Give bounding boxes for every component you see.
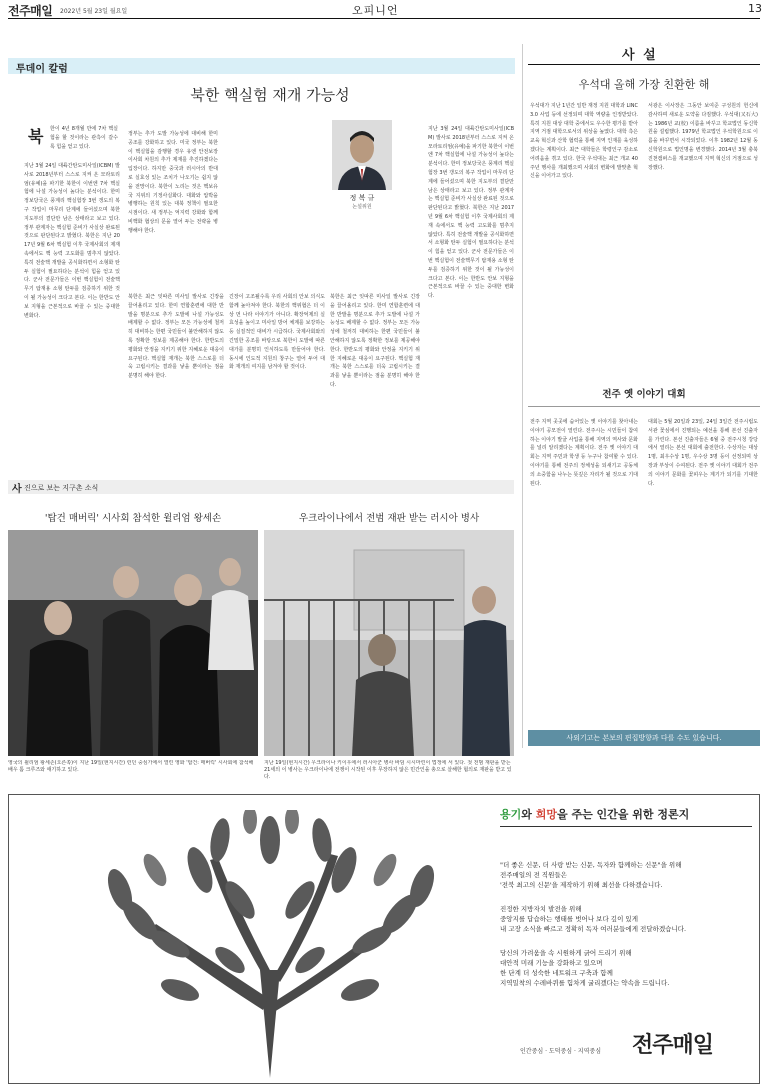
contribution-notice: 사외기고는 본보의 편집방향과 다를 수도 있습니다.: [528, 730, 760, 746]
photo-story1-image: [8, 530, 258, 756]
ad-para3-line3: 한 단계 더 성숙한 네트워크 구축과 함께: [500, 969, 613, 977]
tree-illustration: [60, 810, 480, 1078]
ad-headline-part4: 을 주는 인간을 위한 정론지: [557, 808, 690, 821]
author-name: 정 복 규: [349, 194, 375, 202]
ad-para1-line1: "더 좋은 신문, 더 사랑 받는 신문, 독자와 함께하는 신문"을 위해: [500, 861, 682, 869]
column-lead: 한이 4년 8개월 만에 7차 핵실험을 할 것이라는 관측이 갈수록 힘을 얻고 있다.: [50, 126, 118, 150]
photo-story2-title: 우크라이나에서 전범 재판 받는 러시아 병사: [298, 513, 480, 524]
photo-story1-title: '탑건 매버릭' 시사회 참석한 윌리엄 왕세손: [44, 513, 222, 524]
column-text-col2: 정부는 추가 도발 가능성에 대비해 한미 공조를 강화하고 있다. 미국 정부는 북한이 핵실험을 감행할 경우 유엔 안전보장이사회 차원의 추가 제재를 추진하겠다는 입장이다. 하지만 중국과 러시아의 반대로 실효성 있는 조치가 나오기는 쉽지 않을 전망이다. 북한이 노리는 것은 핵보유국 지위의 기정사실화다. 대화와 압박을 병행하는 원칙 있는 대북 정책이 필요한 시점이다. 새 정부는 억지력 강화와 함께 비핵화 협상의 문을 열어 두는 전략을 병행해야 한다.: [128, 131, 218, 234]
ad-paragraph-1: [500, 860, 752, 890]
photo-story2-caption: 지난 19일(현지시간) 우크라이나 키이우에서 러시아군 병사 바딤 시시마린이 법정에 서 있다. 첫 전범 재판을 받는 21세의 이 병사는 우크라이나에 전쟁이 시작된 이후 무장하지 않은 민간인을 총으로 살해한 혐의로 재판을 받고 있다.: [264, 760, 512, 781]
section-title: 오피니언: [352, 4, 399, 17]
photo-news-label-rest: 진으로 보는 지구촌 소식: [24, 484, 99, 492]
photo-story1-caption: 영국의 윌리엄 왕세손(오른쪽)이 지난 19일(현지시간) 런던 중심가에서 열린 영화 '탑건: 매버릭' 시사회에 참석해 배우 톰 크루즈와 얘기하고 있다.: [8, 760, 254, 774]
ad-paragraph-2: [500, 904, 752, 934]
story-text-col1: 전주 지역 곳곳에 숨어있는 옛 이야기를 찾아내는 이야기 공모전이 열린다. 전주시는 시민들이 참여하는 이야기 발굴 사업을 통해 지역의 역사와 문화를 널리 알리겠다는 계획이다. 전주 옛 이야기 대회는 지역 주민과 학생 등 누구나 참여할 수 있다. 이야기를 통해 전주의 정체성을 되새기고 공동체의 소중함을 나누는 뜻깊은 자리가 될 것으로 기대된다.: [530, 419, 638, 487]
story-text-col2: 대회는 5월 20일과 23일, 24일 3일간 전주시립도서관 꽃심에서 진행되는 예선을 통해 본선 진출자를 가린다. 본선 진출자들은 6월 중 전주시청 강당에서 열리는 본선 대회에 출전한다. 수상자는 대상 1명, 최우수상 1명, 우수상 3명 등이 선정되며 상장과 부상이 수여된다. 전주 옛 이야기 대회가 전주의 이야기 문화를 꽃피우는 계기가 되기를 기대한다.: [648, 419, 758, 487]
column-text-col3: 북한은 최근 잇따른 미사일 발사로 긴장을 끌어올리고 있다. 한미 연합훈련에 대한 반발을 명분으로 추가 도발에 나설 가능성도 배제할 수 없다. 정부는 모든 가능성에 철저히 대비하는 한편 국민들이 불안해하지 않도록 정확한 정보를 제공해야 한다. 한반도의 평화와 안정을 지키기 위한 지혜로운 대응이 요구된다. 핵실험 재개는 북한 스스로를 더욱 고립시키는 결과를 낳을 뿐이라는 점을 분명히 해야 한다.: [128, 294, 224, 380]
author-role: 논설위원: [352, 204, 372, 210]
editorial-text-col1: 우석대가 지난 1년간 일반 재정 지원 대학과 LINC 3.0 사업 등에 선정되며 대학 역량을 인정받았다. 특히 지원 대상 대학 중에서도 우수한 평가를 받아 지역 거점 대학으로서의 위상을 높였다. 대학 측은 교육 혁신과 산학 협력을 통해 지역 인재를 육성하겠다는 계획이다. 최근 대학들은 학령인구 감소로 어려움을 겪고 있다. 한국 우석대는 최근 개교 40주년 행사를 개최했으며 사회의 변화에 발맞춘 혁신을 이어가고 있다.: [530, 103, 638, 180]
editorial-label: 사 설: [622, 48, 658, 63]
story-rule: [528, 406, 760, 407]
masthead-rule: [8, 18, 760, 19]
ad-para3-line4: 지역밀착의 수레바퀴를 힘차게 굴리겠다는 약속을 드립니다.: [500, 979, 670, 987]
ad-para3-line2: 대안적 미래 기능을 강화하고 있으며: [500, 959, 603, 967]
masthead-logo: 전주매일: [8, 4, 53, 18]
ad-headline: [500, 806, 752, 822]
ad-para2-line2: 중앙지를 답습하는 행태를 벗어나 보다 깊이 있게: [500, 915, 638, 923]
column-dropcap: 북: [28, 127, 44, 146]
ad-para2-line1: 진정한 지방자치 발전을 위해: [500, 905, 582, 913]
photo-news-label: [8, 480, 514, 494]
ad-para1-line2: 전주매일의 전 직원들은: [500, 871, 567, 879]
column-text-col2b: 긴장이 고조될수록 우리 사회의 안보 의식도 함께 높아져야 한다. 북한의 핵위협은 더 이상 먼 나라 이야기가 아니다. 확장억제의 실효성을 높이고 미사일 방어 체계를 보강하는 등 실질적인 대비가 시급하다. 국제사회와의 긴밀한 공조를 바탕으로 북한이 도발에 따른 대가를 분명히 인식하도록 만들어야 한다. 동시에 인도적 지원의 창구는 열어 두어 대화 재개의 여지를 남겨야 할 것이다.: [229, 294, 325, 371]
ad-para3-line1: 당신의 가려움을 속 시원하게 긁어 드리기 위해: [500, 949, 632, 957]
ad-paragraph-3: [500, 948, 752, 988]
column-divider: [522, 44, 523, 748]
story-headline: 전주 옛 이야기 대회: [602, 389, 686, 400]
photo-news-label-prefix: 사: [12, 484, 22, 495]
column-label: 투데이 칼럼: [16, 64, 68, 75]
ad-para2-line3: 내 고장 소식을 빠르고 정확히 독자 여러분들에게 전달하겠습니다.: [500, 925, 687, 933]
column-text-col5: 지난 3월 24일 대륙간탄도미사일(ICBM) 발사로 2018년부터 스스로 지켜 온 모라토리엄(유예)을 파기한 북한이 이번엔 7차 핵실험에 나설 가능성이 높다는 분석이다. 한미 정보당국은 풍계리 핵실험장 3번 갱도의 복구 작업이 마무리 단계에 들어섰으며 북한 지도부의 결단만 남은 상태라고 보고 있다. 정부 관계자는 핵실험 준비가 사실상 완료된 것으로 판단된다고 밝혔다. 북한은 지난 2017년 9월 6차 핵실험 이후 국제사회의 제재 속에서도 핵 능력 고도화를 멈추지 않았다. 특히 전술핵 개발을 공식화하면서 소형화 탄두 실험이 필요하다는 분석이 힘을 얻고 있다. 군사 전문가들은 이번 핵실험이 전술핵무기 탑재용 소형 탄두를 검증하기 위한 것이 될 가능성이 크다고 본다. 이는 한반도 안보 지형을 근본적으로 바꿀 수 있는 중대한 변화다.: [428, 126, 514, 300]
column-text-col1: 지난 3월 24일 대륙간탄도미사일(ICBM) 발사로 2018년부터 스스로 지켜 온 모라토리엄(유예)을 파기한 북한이 이번엔 7차 핵실험에 나설 가능성이 높다는 분석이다. 한미 정보당국은 풍계리 핵실험장 3번 갱도의 복구 작업이 마무리 단계에 들어섰으며 북한 지도부의 결단만 남은 상태라고 보고 있다. 정부 관계자는 핵실험 준비가 사실상 완료된 것으로 판단된다고 밝혔다. 북한은 지난 2017년 9월 6차 핵실험 이후 국제사회의 제재 속에서도 핵 능력 고도화를 멈추지 않았다. 특히 전술핵 개발을 공식화하면서 소형화 탄두 실험이 필요하다는 분석이 힘을 얻고 있다. 군사 전문가들은 이번 핵실험이 전술핵무기 탑재용 소형 탄두를 검증하기 위한 것이 될 가능성이 크다고 본다. 이는 한반도 안보 지형을 근본적으로 바꿀 수 있는 중대한 변화다.: [24, 163, 120, 319]
page-number: 13: [748, 2, 762, 15]
masthead-date: 2022년 5월 23일 월요일: [60, 8, 128, 15]
photo-story2-image: [264, 530, 514, 756]
editorial-rule: [528, 64, 760, 65]
editorial-text-col2: 서광은 이사장은 그동안 보여준 구성원의 헌신에 감사하며 새로운 도약을 다짐했다. 우석대(又石大)는 1986년 교(校) 이름을 바꾸고 학교법인 동신학원을 설립했다. 1979년 학교법인 우석학원으로 이름을 바꾸면서 시작되었다. 이후 1982년 12월 동신학원으로 법인명을 변경했다. 2014년 3월 충북 진천캠퍼스를 개교했으며 지역 혁신의 거점으로 성장했다.: [648, 103, 758, 171]
column-headline: 북한 핵실험 재개 가능성: [190, 86, 350, 104]
column-label-bar: [8, 58, 515, 74]
editorial-headline: 우석대 올해 가장 친환한 해: [578, 78, 710, 91]
ad-tagline: 인간중심 · 도덕중심 · 지역중심: [520, 1048, 601, 1055]
column-text-col4: 북한은 최근 잇따른 미사일 발사로 긴장을 끌어올리고 있다. 한미 연합훈련에 대한 반발을 명분으로 추가 도발에 나설 가능성도 배제할 수 없다. 정부는 모든 가능성에 철저히 대비하는 한편 국민들이 불안해하지 않도록 정확한 정보를 제공해야 한다. 한반도의 평화와 안정을 지키기 위한 지혜로운 대응이 요구된다. 핵실험 재개는 북한 스스로를 더욱 고립시키는 결과를 낳을 뿐이라는 점을 분명히 해야 한다.: [330, 294, 420, 388]
ad-headline-part1: 용기: [500, 808, 522, 821]
ad-headline-part3: 희망: [535, 808, 557, 821]
ad-headline-rule: [500, 826, 752, 827]
ad-para1-line3: '전북 최고의 신문'을 제작하기 위해 최선을 다하겠습니다.: [500, 881, 663, 889]
ad-logo: 전주매일: [632, 1033, 714, 1058]
ad-headline-part2: 와: [521, 808, 536, 821]
author-portrait: [332, 120, 392, 190]
